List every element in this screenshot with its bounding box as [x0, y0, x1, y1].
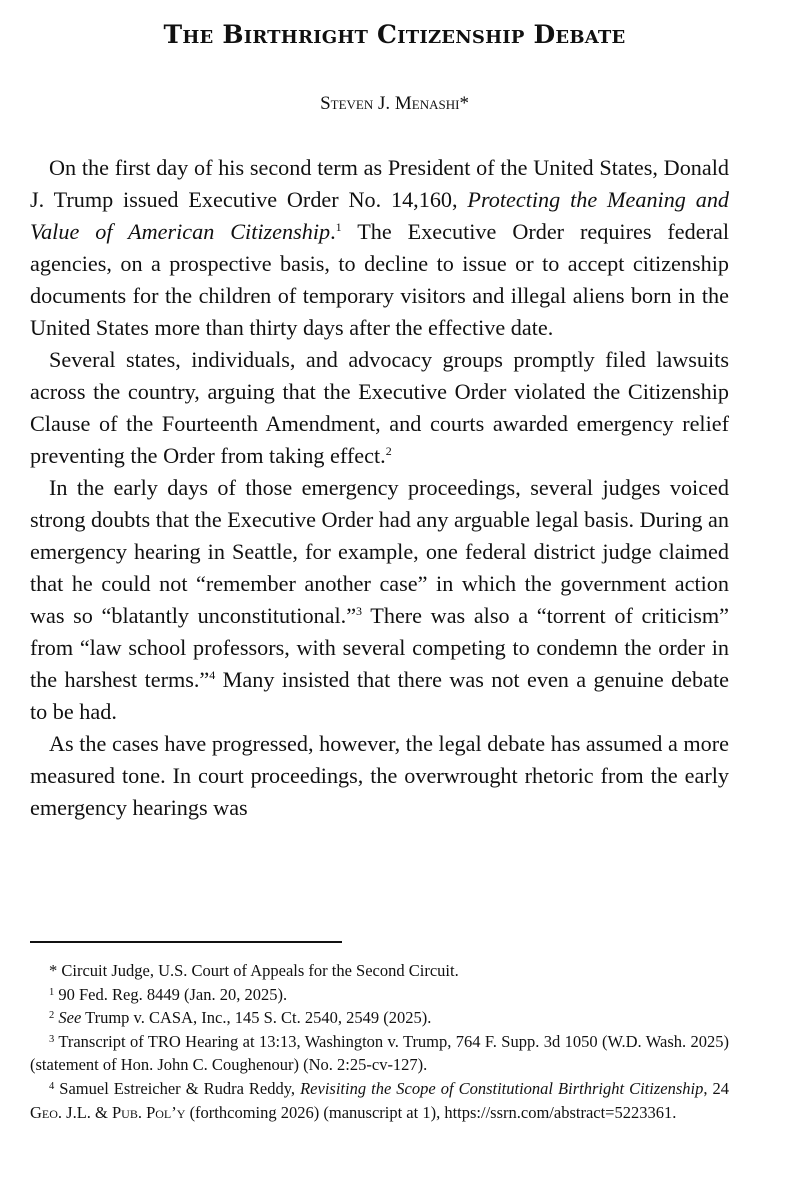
paragraph-2 [30, 344, 729, 472]
footnote-star [30, 959, 729, 983]
footnote-star-text: Circuit Judge, U.S. Court of Appeals for the Second Circuit. [61, 961, 459, 980]
footnote-divider [30, 941, 342, 943]
paragraph-3-text-b: There was also a “torrent of criticism” from “law school professors, with several competing to condemn the order in the harshest terms.” [30, 603, 729, 692]
footnote-4-volume: , 24 [703, 1078, 729, 1098]
footnote-1 [30, 983, 729, 1007]
footnote-4-authors: Samuel Estreicher & Rudra Reddy, [59, 1078, 301, 1098]
footnotes [30, 959, 729, 1124]
footnote-3-text: Transcript of TRO Hearing at 13:13, Washington v. Trump, 764 F. Supp. 3d 1050 (W.D. Wash. 2025) (statement of Hon. John C. Coughenour) (No. 2:25-cv-127). [30, 1031, 730, 1075]
paragraph-3-text-c: Many insisted that there was not even a genuine debate to be had. [30, 667, 729, 724]
footnote-ref-4[interactable]: 4 [209, 668, 216, 682]
article-body [30, 152, 729, 824]
paragraph-4-text: As the cases have progressed, however, the legal debate has assumed a more measured tone. In court proceedings, the overwrought rhetoric from the early emergency hearings was [30, 731, 729, 820]
paragraph-1-text-a: On the first day of his second term as President of the United States, Donald J. Trump issued Executive Order No. 14,160, [30, 155, 729, 212]
author-footnote-mark: * [459, 93, 469, 114]
author-name: Steven J. Menashi [320, 93, 460, 114]
footnote-2-mark: 2 [49, 1010, 55, 1022]
footnote-2-signal: See [58, 1008, 82, 1028]
footnote-3-mark: 3 [49, 1033, 55, 1045]
paragraph-4 [30, 728, 729, 824]
paragraph-2-text: Several states, individuals, and advocacy groups promptly filed lawsuits across the country, arguing that the Executive Order violated the Citizenship Clause of the Fourteenth Amendment, and courts awarded emergency relief preventing the Order from taking effect. [30, 347, 729, 468]
footnote-2-text: Trump v. CASA, Inc., 145 S. Ct. 2540, 2549 (2025). [85, 1008, 432, 1028]
footnote-1-mark: 1 [49, 986, 55, 998]
paragraph-3 [30, 472, 729, 728]
paragraph-3-text-a: In the early days of those emergency proceedings, several judges voiced strong doubts that the Executive Order had any arguable legal basis. During an emergency hearing in Seattle, for example, one federal district judge claimed that he could not “remember another case” in which the government action was so “blatantly unconstitutional.” [30, 475, 729, 628]
paragraph-1 [30, 152, 729, 344]
author-byline [0, 93, 789, 115]
article-title: The Birthright Citizenship Debate [163, 20, 626, 49]
footnote-ref-1[interactable]: 1 [335, 220, 342, 234]
paragraph-1-text-c: The Executive Order requires federal agencies, on a prospective basis, to decline to issue or to accept citizenship documents for the children of temporary visitors and illegal aliens born in the United States more than thirty days after the effective date. [30, 219, 729, 340]
footnote-4 [30, 1077, 729, 1124]
footnote-ref-3[interactable]: 3 [356, 604, 363, 618]
footnote-4-title: Revisiting the Scope of Constitutional Birthright Citizenship [300, 1078, 704, 1098]
footnote-4-mark: 4 [49, 1080, 55, 1092]
footnote-1-text: 90 Fed. Reg. 8449 (Jan. 20, 2025). [58, 984, 288, 1004]
paragraph-1-period: . [330, 219, 336, 244]
executive-order-title: Protecting the Meaning and Value of American Citizenship [30, 187, 730, 244]
footnote-3 [30, 1030, 729, 1077]
footnote-2 [30, 1006, 729, 1030]
footnote-ref-2[interactable]: 2 [385, 444, 392, 458]
footnote-4-rest: (forthcoming 2026) (manuscript at 1), https://ssrn.com/abstract=5223361. [185, 1102, 677, 1122]
footnote-4-journal: Geo. J.L. & Pub. Pol’y [30, 1102, 186, 1122]
footnote-star-mark: * [49, 961, 58, 980]
